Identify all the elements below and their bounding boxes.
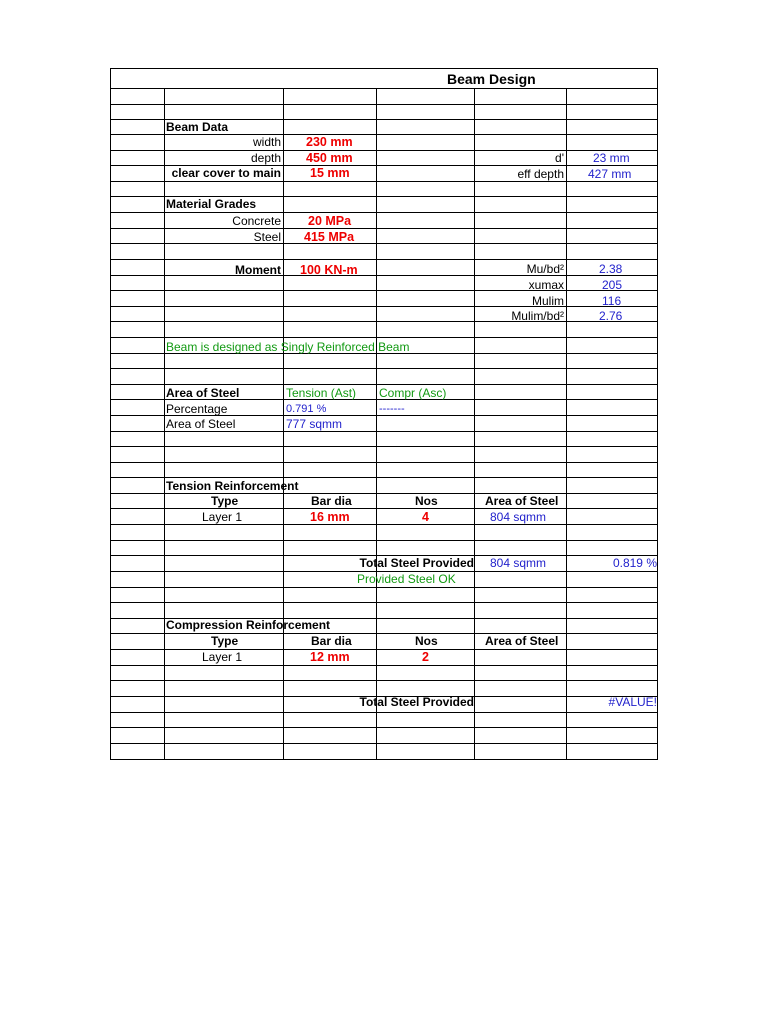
steel-value[interactable]: 415 MPa bbox=[304, 230, 355, 244]
grid-hline bbox=[111, 275, 657, 276]
tension-ast-header: Tension (Ast) bbox=[286, 386, 357, 400]
tension-total-area: 804 sqmm bbox=[490, 556, 547, 570]
grid-hline bbox=[111, 508, 657, 509]
dprime-label: d' bbox=[555, 151, 564, 165]
tension-total-label: Total Steel Provided bbox=[359, 556, 474, 570]
mubd2-label: Mu/bd² bbox=[526, 262, 564, 276]
grid-hline bbox=[111, 259, 657, 260]
clear-cover-label: clear cover to main bbox=[171, 166, 281, 180]
grid-vline bbox=[164, 89, 165, 759]
compression-col-type: Type bbox=[211, 634, 239, 648]
grid-hline bbox=[111, 243, 657, 244]
compression-col-nos: Nos bbox=[415, 634, 438, 648]
grid-hline bbox=[111, 384, 657, 385]
compr-asc-header: Compr (Asc) bbox=[379, 386, 447, 400]
sheet-title: Beam Design bbox=[447, 71, 536, 87]
tension-total-percent: 0.819 % bbox=[612, 556, 657, 570]
depth-label: depth bbox=[250, 151, 281, 165]
grid-hline bbox=[111, 321, 657, 322]
beam-design-sheet bbox=[110, 68, 658, 760]
tension-col-area: Area of Steel bbox=[485, 494, 559, 508]
grid-vline bbox=[376, 89, 377, 759]
tension-reinforcement-heading: Tension Reinforcement bbox=[166, 479, 299, 493]
grid-vline bbox=[474, 89, 475, 759]
beam-data-heading: Beam Data bbox=[166, 120, 229, 134]
grid-hline bbox=[111, 649, 657, 650]
grid-hline bbox=[111, 104, 657, 105]
mulim-label: Mulim bbox=[532, 294, 564, 308]
area-value: 777 sqmm bbox=[286, 417, 343, 431]
grid-hline bbox=[111, 743, 657, 744]
steel-label: Steel bbox=[253, 230, 281, 244]
grid-hline bbox=[111, 602, 657, 603]
grid-hline bbox=[111, 633, 657, 634]
grid-hline bbox=[111, 712, 657, 713]
dprime-value: 23 mm bbox=[593, 151, 630, 165]
area-of-steel-heading: Area of Steel bbox=[166, 386, 240, 400]
grid-hline bbox=[111, 524, 657, 525]
material-grades-heading: Material Grades bbox=[166, 197, 257, 211]
moment-label: Moment bbox=[235, 263, 281, 277]
compression-total-label: Total Steel Provided bbox=[359, 695, 474, 709]
width-label: width bbox=[252, 135, 281, 149]
grid-hline bbox=[111, 446, 657, 447]
grid-hline bbox=[111, 228, 657, 229]
width-value[interactable]: 230 mm bbox=[306, 135, 353, 149]
grid-hline bbox=[111, 680, 657, 681]
tension-layer-label: Layer 1 bbox=[202, 510, 243, 524]
grid-hline bbox=[111, 212, 657, 213]
compression-col-area: Area of Steel bbox=[485, 634, 559, 648]
compression-col-bardia: Bar dia bbox=[311, 634, 352, 648]
grid-hline bbox=[111, 306, 657, 307]
compression-layer-nos[interactable]: 2 bbox=[422, 650, 429, 664]
design-status-text: Beam is designed as Singly Reinforced Beam bbox=[166, 340, 410, 354]
grid-hline bbox=[111, 290, 657, 291]
grid-hline bbox=[111, 88, 657, 89]
compression-reinforcement-heading: Compression Reinforcement bbox=[166, 618, 331, 632]
tension-col-bardia: Bar dia bbox=[311, 494, 352, 508]
eff-depth-label: eff depth bbox=[517, 167, 564, 181]
grid-hline bbox=[111, 493, 657, 494]
mulimbd2-label: Mulim/bd² bbox=[511, 309, 564, 323]
grid-hline bbox=[111, 477, 657, 478]
grid-hline bbox=[111, 337, 657, 338]
eff-depth-value: 427 mm bbox=[588, 167, 632, 181]
area-label: Area of Steel bbox=[166, 417, 236, 431]
provided-steel-status: Provided Steel OK bbox=[357, 572, 456, 586]
compression-total-value: #VALUE! bbox=[608, 695, 657, 709]
percentage-label: Percentage bbox=[166, 402, 228, 416]
mulimbd2-value: 2.76 bbox=[599, 309, 623, 323]
xumax-label: xumax bbox=[528, 278, 564, 292]
tension-layer-nos[interactable]: 4 bbox=[422, 510, 429, 524]
tension-col-type: Type bbox=[211, 494, 239, 508]
grid-hline bbox=[111, 134, 657, 135]
concrete-label: Concrete bbox=[232, 214, 281, 228]
percentage-number: 0.791 bbox=[286, 403, 314, 415]
grid-hline bbox=[111, 462, 657, 463]
grid-hline bbox=[111, 150, 657, 151]
grid-hline bbox=[111, 431, 657, 432]
xumax-value: 205 bbox=[602, 278, 623, 292]
tension-layer-area: 804 sqmm bbox=[490, 510, 547, 524]
grid-hline bbox=[111, 727, 657, 728]
grid-hline bbox=[111, 665, 657, 666]
mulim-value: 116 bbox=[602, 294, 622, 308]
percentage-value bbox=[286, 402, 326, 416]
compression-layer-bardia[interactable]: 12 mm bbox=[310, 650, 350, 664]
grid-vline bbox=[283, 89, 284, 759]
grid-hline bbox=[111, 181, 657, 182]
moment-value[interactable]: 100 KN-m bbox=[300, 263, 358, 277]
depth-value[interactable]: 450 mm bbox=[306, 151, 353, 165]
grid-hline bbox=[111, 540, 657, 541]
concrete-value[interactable]: 20 MPa bbox=[308, 214, 352, 228]
clear-cover-value[interactable]: 15 mm bbox=[310, 166, 350, 180]
percentage-unit: % bbox=[316, 403, 327, 415]
tension-col-nos: Nos bbox=[415, 494, 438, 508]
compression-layer-label: Layer 1 bbox=[202, 650, 243, 664]
mubd2-value: 2.38 bbox=[599, 262, 623, 276]
tension-layer-bardia[interactable]: 16 mm bbox=[310, 510, 350, 524]
compr-percentage-value: ------- bbox=[379, 403, 405, 415]
grid-hline bbox=[111, 368, 657, 369]
grid-hline bbox=[111, 587, 657, 588]
grid-vline bbox=[566, 89, 567, 759]
